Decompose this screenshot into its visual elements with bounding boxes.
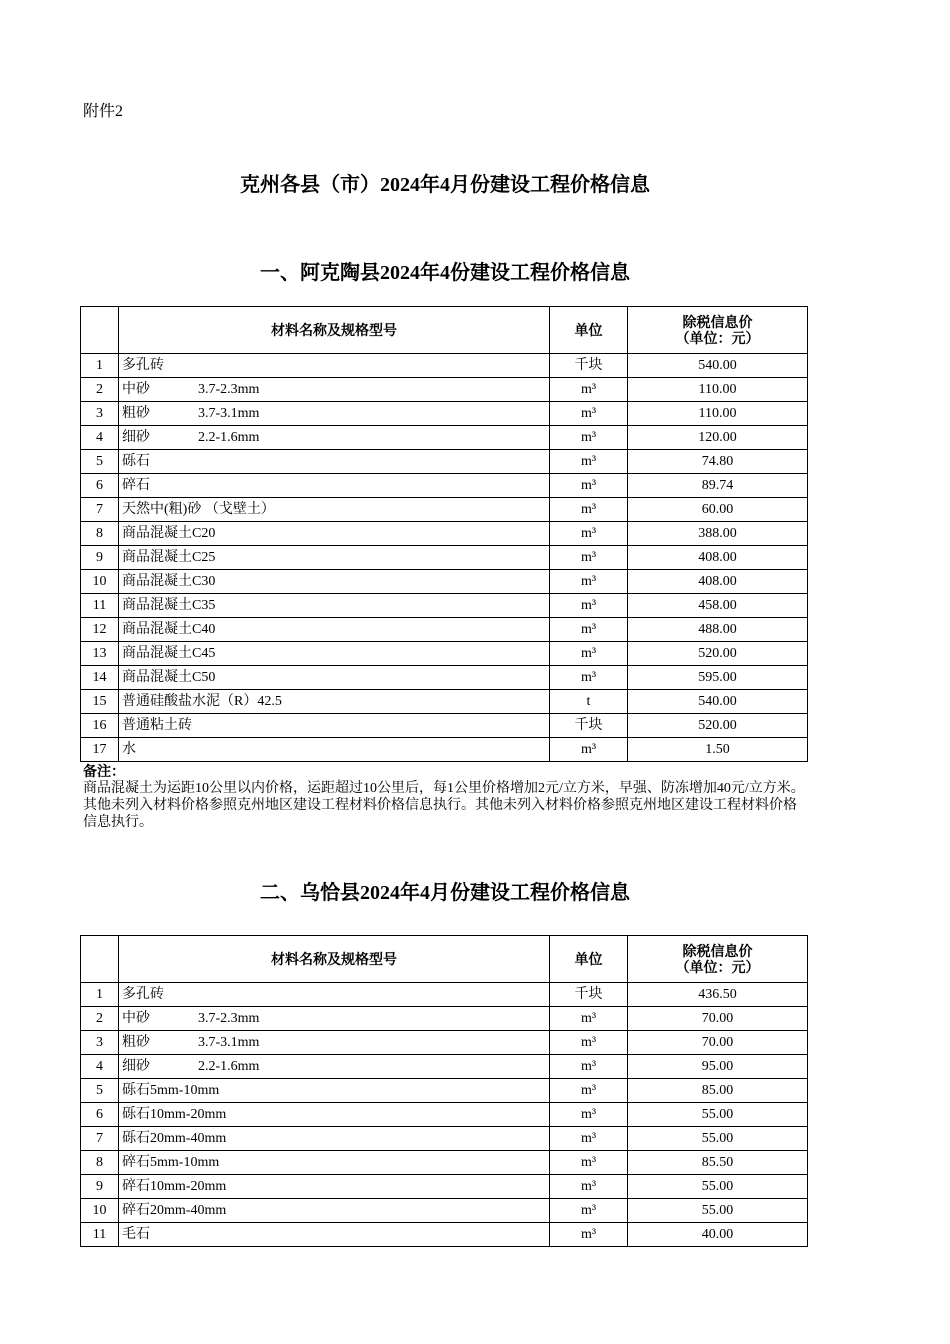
material-name: 碎石10mm-20mm — [122, 1179, 227, 1194]
unit-cell: m³ — [550, 594, 628, 618]
table-row — [81, 354, 808, 378]
header-price — [628, 307, 808, 354]
material-name-cell — [119, 690, 550, 714]
material-spec: 3.7-3.1mm — [198, 406, 260, 421]
material-name-cell — [119, 983, 550, 1007]
unit-cell: m³ — [550, 1127, 628, 1151]
material-name-cell — [119, 1031, 550, 1055]
table-row — [81, 498, 808, 522]
unit-cell: m³ — [550, 378, 628, 402]
price-cell: 110.00 — [628, 378, 808, 402]
unit-cell: m³ — [550, 1199, 628, 1223]
material-name-cell — [119, 738, 550, 762]
header-price-line2: （单位：元） — [675, 330, 760, 346]
material-name: 细砂 — [122, 1059, 150, 1074]
material-name: 碎石 — [122, 478, 150, 493]
note-text: 商品混凝土为运距10公里以内价格，运距超过10公里后，每1公里价格增加2元/立方米，早强、防冻增加40元/立方米。其他未列入材料价格参照克州地区建设工程材料价格信息执行。其他未列入材料价格参照克州地区建设工程材料价格信息执行。 — [83, 781, 805, 830]
unit-cell: m³ — [550, 1175, 628, 1199]
table-row — [81, 618, 808, 642]
row-number: 5 — [81, 1079, 119, 1103]
page-title: 克州各县（市）2024年4月份建设工程价格信息 — [240, 174, 650, 196]
material-name-cell — [119, 474, 550, 498]
row-number: 9 — [81, 1175, 119, 1199]
unit-cell: m³ — [550, 546, 628, 570]
unit-cell: m³ — [550, 570, 628, 594]
price-cell: 408.00 — [628, 546, 808, 570]
table-row — [81, 450, 808, 474]
row-number: 10 — [81, 570, 119, 594]
table-row — [81, 378, 808, 402]
table-row — [81, 546, 808, 570]
unit-cell: m³ — [550, 426, 628, 450]
row-number: 8 — [81, 522, 119, 546]
price-cell: 70.00 — [628, 1031, 808, 1055]
price-cell: 85.50 — [628, 1151, 808, 1175]
row-number: 2 — [81, 1007, 119, 1031]
table-row — [81, 714, 808, 738]
unit-cell: m³ — [550, 450, 628, 474]
material-name: 商品混凝土C35 — [122, 598, 216, 613]
row-number: 1 — [81, 983, 119, 1007]
unit-cell: 千块 — [550, 983, 628, 1007]
row-number: 15 — [81, 690, 119, 714]
header-no — [81, 936, 119, 983]
price-table-aketao — [80, 306, 808, 762]
header-name: 材料名称及规格型号 — [119, 307, 550, 354]
header-unit: 单位 — [550, 936, 628, 983]
material-name-cell — [119, 498, 550, 522]
row-number: 7 — [81, 498, 119, 522]
price-cell: 70.00 — [628, 1007, 808, 1031]
price-cell: 85.00 — [628, 1079, 808, 1103]
price-cell: 1.50 — [628, 738, 808, 762]
table-row — [81, 1031, 808, 1055]
header-name: 材料名称及规格型号 — [119, 936, 550, 983]
table-row — [81, 474, 808, 498]
unit-cell: m³ — [550, 738, 628, 762]
material-name-cell — [119, 1151, 550, 1175]
material-name-cell — [119, 378, 550, 402]
material-name-cell — [119, 570, 550, 594]
row-number: 6 — [81, 1103, 119, 1127]
material-name: 中砂 — [122, 382, 150, 397]
price-cell: 120.00 — [628, 426, 808, 450]
table-row — [81, 1199, 808, 1223]
price-cell: 595.00 — [628, 666, 808, 690]
material-name-cell — [119, 594, 550, 618]
material-name: 多孔砖 — [122, 358, 164, 373]
material-name: 砾石10mm-20mm — [122, 1107, 227, 1122]
material-name-cell — [119, 666, 550, 690]
row-number: 6 — [81, 474, 119, 498]
material-name-cell — [119, 1055, 550, 1079]
row-number: 16 — [81, 714, 119, 738]
unit-cell: m³ — [550, 1103, 628, 1127]
header-no — [81, 307, 119, 354]
material-name: 粗砂 — [122, 1035, 150, 1050]
material-name: 粗砂 — [122, 406, 150, 421]
material-name: 商品混凝土C30 — [122, 574, 216, 589]
unit-cell: m³ — [550, 618, 628, 642]
row-number: 8 — [81, 1151, 119, 1175]
price-cell: 436.50 — [628, 983, 808, 1007]
material-name-cell — [119, 1223, 550, 1247]
table-row — [81, 570, 808, 594]
price-cell: 55.00 — [628, 1127, 808, 1151]
row-number: 11 — [81, 594, 119, 618]
table-header-row — [81, 936, 808, 983]
price-cell: 74.80 — [628, 450, 808, 474]
material-name: 商品混凝土C40 — [122, 622, 216, 637]
row-number: 3 — [81, 402, 119, 426]
attachment-label: 附件2 — [83, 103, 124, 120]
material-name: 细砂 — [122, 430, 150, 445]
material-name: 商品混凝土C45 — [122, 646, 216, 661]
price-cell: 55.00 — [628, 1103, 808, 1127]
table-row — [81, 983, 808, 1007]
unit-cell: m³ — [550, 1079, 628, 1103]
row-number: 4 — [81, 426, 119, 450]
row-number: 14 — [81, 666, 119, 690]
unit-cell: m³ — [550, 522, 628, 546]
material-name-cell — [119, 522, 550, 546]
note-label: 备注： — [83, 763, 125, 779]
material-name: 中砂 — [122, 1011, 150, 1026]
material-spec: 3.7-2.3mm — [198, 1011, 260, 1026]
row-number: 17 — [81, 738, 119, 762]
section-title-aketao: 一、阿克陶县2024年4份建设工程价格信息 — [260, 262, 630, 284]
material-name-cell — [119, 642, 550, 666]
unit-cell: m³ — [550, 1223, 628, 1247]
table-row — [81, 1127, 808, 1151]
unit-cell: t — [550, 690, 628, 714]
header-price-line2: （单位：元） — [675, 959, 760, 975]
row-number: 1 — [81, 354, 119, 378]
section-title-wuqia: 二、乌恰县2024年4月份建设工程价格信息 — [260, 882, 630, 904]
material-name: 碎石5mm-10mm — [122, 1155, 220, 1170]
table-header-row — [81, 307, 808, 354]
material-name: 普通硅酸盐水泥（R）42.5 — [122, 694, 282, 709]
material-name-cell — [119, 426, 550, 450]
material-name-cell — [119, 1007, 550, 1031]
header-price — [628, 936, 808, 983]
material-spec: 2.2-1.6mm — [198, 430, 260, 445]
price-cell: 55.00 — [628, 1175, 808, 1199]
price-table-wuqia — [80, 935, 808, 1247]
unit-cell: m³ — [550, 402, 628, 426]
material-name: 天然中(粗)砂 （戈壁土） — [122, 502, 275, 517]
header-price-line1: 除税信息价 — [682, 943, 753, 959]
price-cell: 95.00 — [628, 1055, 808, 1079]
unit-cell: m³ — [550, 1055, 628, 1079]
row-number: 13 — [81, 642, 119, 666]
material-name-cell — [119, 1175, 550, 1199]
table-row — [81, 738, 808, 762]
unit-cell: 千块 — [550, 714, 628, 738]
row-number: 4 — [81, 1055, 119, 1079]
table-row — [81, 1103, 808, 1127]
price-cell: 110.00 — [628, 402, 808, 426]
row-number: 5 — [81, 450, 119, 474]
material-name-cell — [119, 450, 550, 474]
row-number: 3 — [81, 1031, 119, 1055]
price-cell: 40.00 — [628, 1223, 808, 1247]
price-cell: 520.00 — [628, 714, 808, 738]
material-name: 砾石 — [122, 454, 150, 469]
material-name: 多孔砖 — [122, 987, 164, 1002]
row-number: 2 — [81, 378, 119, 402]
unit-cell: 千块 — [550, 354, 628, 378]
price-cell: 55.00 — [628, 1199, 808, 1223]
material-name-cell — [119, 1103, 550, 1127]
table-row — [81, 1175, 808, 1199]
material-name: 水 — [122, 742, 136, 757]
price-cell: 60.00 — [628, 498, 808, 522]
table-body — [81, 354, 808, 762]
header-unit: 单位 — [550, 307, 628, 354]
table-row — [81, 642, 808, 666]
price-cell: 388.00 — [628, 522, 808, 546]
table-row — [81, 666, 808, 690]
row-number: 11 — [81, 1223, 119, 1247]
material-name: 砾石20mm-40mm — [122, 1131, 227, 1146]
table-row — [81, 1007, 808, 1031]
unit-cell: m³ — [550, 666, 628, 690]
material-name: 普通粘土砖 — [122, 718, 192, 733]
table-row — [81, 1223, 808, 1247]
material-name-cell — [119, 402, 550, 426]
material-name: 商品混凝土C20 — [122, 526, 216, 541]
material-name-cell — [119, 714, 550, 738]
material-name-cell — [119, 1127, 550, 1151]
price-cell: 458.00 — [628, 594, 808, 618]
material-spec: 3.7-2.3mm — [198, 382, 260, 397]
table-row — [81, 1055, 808, 1079]
table-row — [81, 594, 808, 618]
material-name: 商品混凝土C50 — [122, 670, 216, 685]
row-number: 12 — [81, 618, 119, 642]
table-row — [81, 1079, 808, 1103]
material-name-cell — [119, 546, 550, 570]
table-row — [81, 402, 808, 426]
material-name-cell — [119, 1079, 550, 1103]
unit-cell: m³ — [550, 642, 628, 666]
header-price-line1: 除税信息价 — [682, 314, 753, 330]
material-spec: 3.7-3.1mm — [198, 1035, 260, 1050]
unit-cell: m³ — [550, 498, 628, 522]
material-name: 毛石 — [122, 1227, 150, 1242]
row-number: 10 — [81, 1199, 119, 1223]
price-cell: 540.00 — [628, 354, 808, 378]
price-cell: 488.00 — [628, 618, 808, 642]
table-row — [81, 426, 808, 450]
price-cell: 520.00 — [628, 642, 808, 666]
material-name-cell — [119, 354, 550, 378]
table-row — [81, 522, 808, 546]
note — [83, 763, 808, 831]
price-cell: 540.00 — [628, 690, 808, 714]
unit-cell: m³ — [550, 474, 628, 498]
material-spec: 2.2-1.6mm — [198, 1059, 260, 1074]
material-name: 砾石5mm-10mm — [122, 1083, 220, 1098]
table-row — [81, 1151, 808, 1175]
material-name-cell — [119, 1199, 550, 1223]
unit-cell: m³ — [550, 1031, 628, 1055]
table-body — [81, 983, 808, 1247]
row-number: 9 — [81, 546, 119, 570]
material-name: 碎石20mm-40mm — [122, 1203, 227, 1218]
material-name-cell — [119, 618, 550, 642]
unit-cell: m³ — [550, 1007, 628, 1031]
unit-cell: m³ — [550, 1151, 628, 1175]
material-name: 商品混凝土C25 — [122, 550, 216, 565]
table-row — [81, 690, 808, 714]
price-cell: 89.74 — [628, 474, 808, 498]
row-number: 7 — [81, 1127, 119, 1151]
price-cell: 408.00 — [628, 570, 808, 594]
